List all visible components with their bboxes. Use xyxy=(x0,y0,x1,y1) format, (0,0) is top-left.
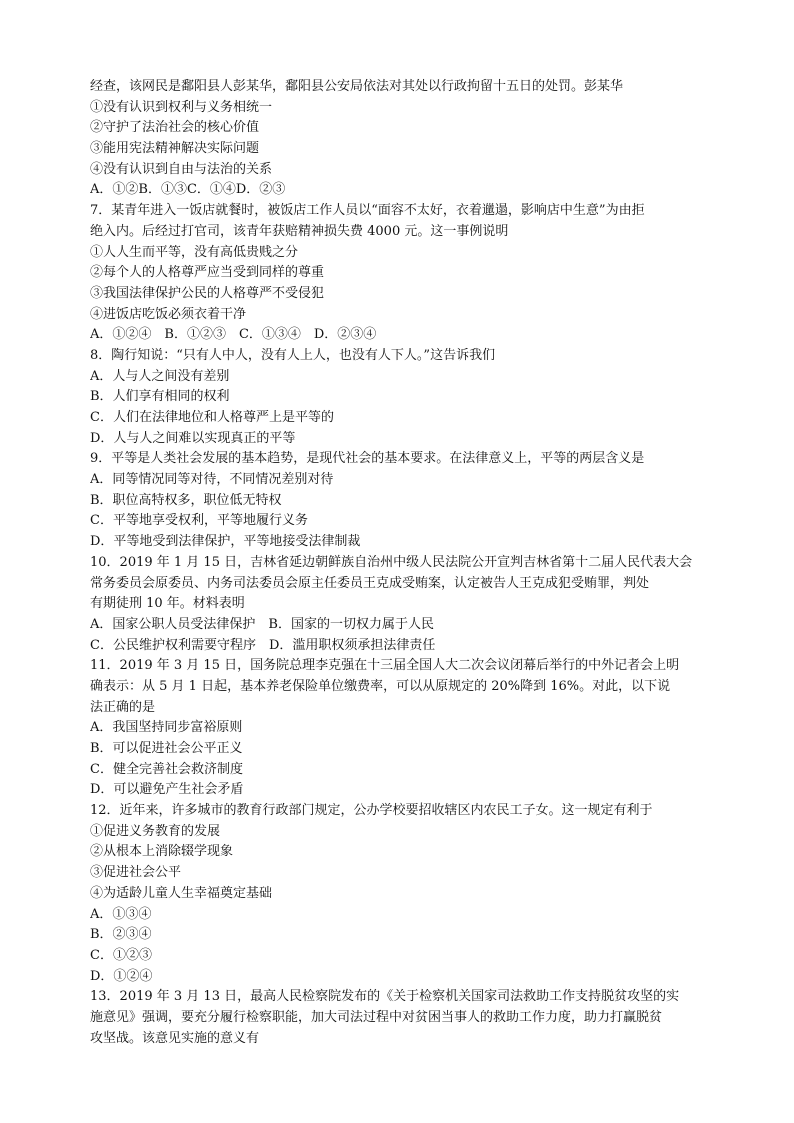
question-11-stem: 11．2019 年 3 月 15 日，国务院总理李克强在十三届全国人大二次会议闭幕后举行的中外记者会上明 xyxy=(90,658,680,674)
option-line: ④没有认识到自由与法治的关系 xyxy=(90,161,273,177)
question-8-stem: 8．陶行知说：“只有人中人，没有人上人，也没有人下人。”这告诉我们 xyxy=(90,347,496,363)
option-line: ④为适龄儿童人生幸福奠定基础 xyxy=(90,885,273,901)
option-line: A．同等情况同等对待，不同情况差别对待 xyxy=(90,472,334,488)
option-line: A．人与人之间没有差别 xyxy=(90,368,230,384)
question-13-stem: 13．2019 年 3 月 13 日，最高人民检察院发布的《关于检察机关国家司法救助工作支持脱贫攻坚的实 xyxy=(90,989,680,1005)
option-line: ④进饭店吃饭必须衣着干净 xyxy=(90,306,247,322)
option-line: B．人们享有相同的权利 xyxy=(90,389,230,405)
question-13-stem: 攻坚战。该意见实施的意义有 xyxy=(90,1030,260,1046)
option-line: ②守护了法治社会的核心价值 xyxy=(90,120,260,136)
option-line: C．平等地享受权利，平等地履行义务 xyxy=(90,513,308,529)
text-line: 经查，该网民是鄱阳县人彭某华，鄱阳县公安局依法对其处以行政拘留十五日的处罚。彭某华 xyxy=(90,79,624,94)
option-line: D．可以避免产生社会矛盾 xyxy=(90,782,244,798)
option-line: ①人人生而平等，没有高低贵贱之分 xyxy=(90,244,299,260)
option-line: B．②③④ xyxy=(90,927,152,943)
question-7-stem: 7．某青年进入一饭店就餐时，被饭店工作人员以“面容不太好，衣着邋遢，影响店中生意”为由拒 xyxy=(90,203,645,219)
question-12-stem: 12．近年来，许多城市的教育行政部门规定，公办学校要招收辖区内农民工子女。这一规定有利于 xyxy=(90,803,653,819)
option-line: B．可以促进社会公平正义 xyxy=(90,741,243,756)
option-line: A．我国坚持同步富裕原则 xyxy=(90,720,243,736)
option-line: ③我国法律保护公民的人格尊严不受侵犯 xyxy=(90,285,325,301)
option-line: ①没有认识到权利与义务相统一 xyxy=(90,99,273,115)
option-line: B．职位高特权多，职位低无特权 xyxy=(90,492,282,508)
option-line: A．①③④ xyxy=(90,906,152,922)
option-line: C．人们在法律地位和人格尊严上是平等的 xyxy=(90,410,334,425)
option-line: D．平等地受到法律保护，平等地接受法律制裁 xyxy=(90,534,361,550)
option-line: C．健全完善社会救济制度 xyxy=(90,761,243,777)
question-10-stem: 有期徒刑 10 年。材料表明 xyxy=(90,596,245,612)
option-line: ②每个人的人格尊严应当受到同样的尊重 xyxy=(90,265,325,281)
option-line: ②从根本上消除辍学现象 xyxy=(90,844,234,860)
question-11-stem: 法正确的是 xyxy=(90,699,156,715)
question-9-stem: 9．平等是人类社会发展的基本趋势，是现代社会的基本要求。在法律意义上，平等的两层含义是 xyxy=(90,451,645,467)
option-line: ③能用宪法精神解决实际问题 xyxy=(90,141,260,157)
question-7-stem: 绝入内。后经过打官司，该青年获赔精神损失费 4000 元。这一事例说明 xyxy=(90,223,509,239)
question-11-stem: 确表示：从 5 月 1 日起，基本养老保险单位缴费率，可以从原规定的 20%降到 16%。对此，以下说 xyxy=(90,678,671,694)
option-line: ③促进社会公平 xyxy=(90,865,182,881)
answer-choices: A．①②④ B．①②③ C．①③④ D．②③④ xyxy=(90,327,377,343)
option-line: D．人与人之间难以实现真正的平等 xyxy=(90,430,296,446)
option-line: C．①②③ xyxy=(90,947,152,963)
option-line: A．国家公职人员受法律保护 B．国家的一切权力属于人民 xyxy=(90,616,434,632)
option-line: C．公民维护权利需要守程序 D．滥用职权须承担法律责任 xyxy=(90,637,436,653)
option-line: ①促进义务教育的发展 xyxy=(90,823,221,839)
question-10-stem: 10．2019 年 1 月 15 日，吉林省延边朝鲜族自治州中级人民法院公开宣判吉林省第十二届人民代表大会 xyxy=(90,554,693,570)
option-line: D．①②④ xyxy=(90,968,153,984)
question-10-stem: 常务委员会原委员、内务司法委员会原主任委员王克成受贿案，认定被告人王克成犯受贿罪，判处 xyxy=(90,575,650,591)
question-13-stem: 施意见》强调，要充分履行检察职能，加大司法过程中对贫困当事人的救助工作力度，助力打赢脱贫 xyxy=(90,1009,663,1025)
answer-choices: A．①②B．①③C．①④D．②③ xyxy=(90,182,286,198)
exam-page xyxy=(90,77,712,1049)
